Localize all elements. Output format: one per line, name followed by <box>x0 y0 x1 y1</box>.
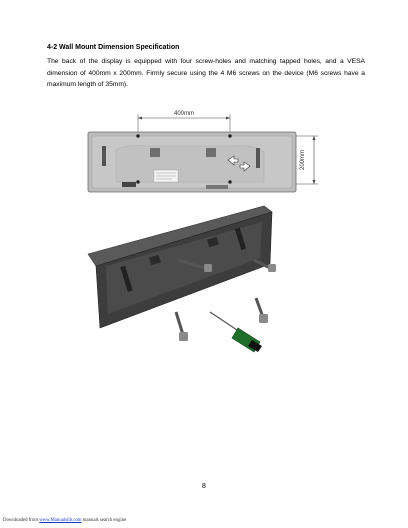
footer-suffix: manuals search engine <box>82 518 127 523</box>
screw-icon <box>176 312 188 341</box>
display-back-figure <box>86 104 326 196</box>
footer-prefix: Downloaded from <box>3 518 39 523</box>
section-paragraph: The back of the display is equipped with four screw-holes and matching tapped holes, and a VESA dimension of 400mm x 200mm. Firmly secure using the 4 M6 screws on the device (M6 screws have a maximum length of 35mm). <box>47 58 365 88</box>
width-dimension-label: 400mm <box>173 111 195 117</box>
height-dimension-label: 200mm <box>300 149 306 171</box>
manualslib-link[interactable]: www.Manualslib.com <box>39 518 82 523</box>
page-number: 8 <box>202 483 206 490</box>
screwdriver-icon <box>210 312 262 352</box>
mounting-screws-figure <box>84 200 284 370</box>
section-heading: 4-2 Wall Mount Dimension Specification <box>47 44 180 51</box>
download-footer <box>3 518 126 523</box>
screw-icon <box>256 298 268 323</box>
